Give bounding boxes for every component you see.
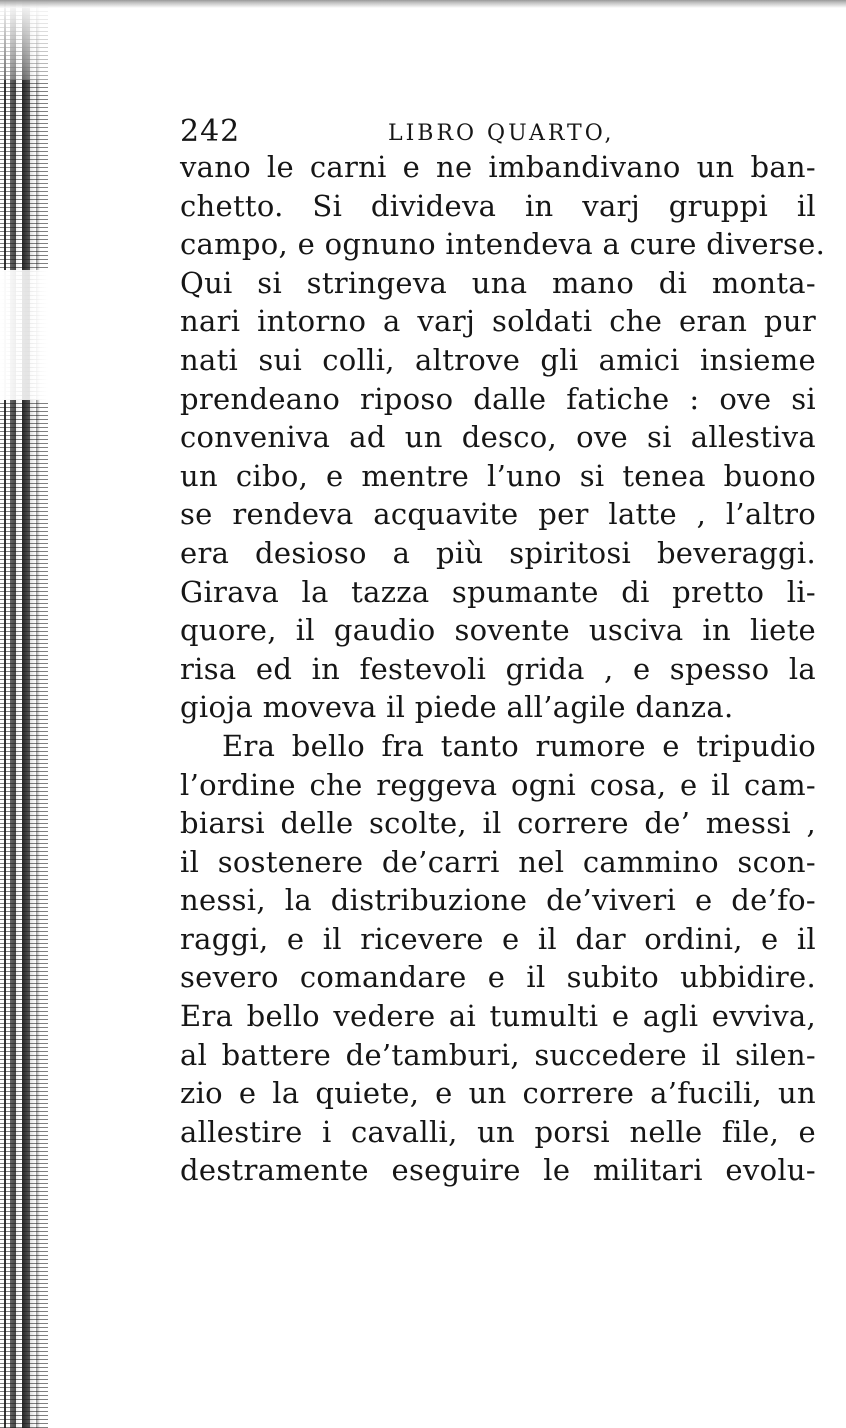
scanned-binding-edge: [0, 0, 48, 1428]
text-line: destramente eseguire le militari evolu-: [180, 1153, 816, 1188]
body-text: [180, 148, 826, 1190]
text-line: nari intorno a varj soldati che eran pur: [180, 304, 816, 339]
text-line: campo, e ognuno intendeva a cure diverse.: [180, 227, 826, 262]
text-line: allestire i cavalli, un porsi nelle file, e: [180, 1114, 816, 1149]
binding-edge-gap: [0, 270, 48, 400]
text-line: nessi, la distribuzione de’viveri e de’fo-: [180, 883, 816, 918]
text-line: Era bello fra tanto rumore e tripudio: [222, 728, 816, 763]
text-line: il sostenere de’carri nel cammino scon-: [180, 844, 816, 879]
page-header: [180, 112, 820, 152]
text-line: vano le carni e ne imbandivano un ban-: [180, 150, 816, 184]
text-line: conveniva ad un desco, ove si allestiva: [180, 420, 816, 455]
text-line: raggi, e il ricevere e il dar ordini, e il: [180, 921, 816, 956]
text-line: zio e la quiete, e un correre a’fucili, un: [180, 1076, 816, 1111]
text-line: quore, il gaudio sovente usciva in liete: [180, 613, 816, 648]
text-line: biarsi delle scolte, il correre de’ messi ,: [180, 806, 816, 841]
text-line: nati sui colli, altrove gli amici insieme: [180, 342, 816, 377]
text-line: Era bello vedere ai tumulti e agli evviva,: [180, 999, 816, 1034]
page-number: 242: [180, 114, 241, 149]
text-line: prendeano riposo dalle fatiche : ove si: [180, 381, 816, 416]
text-line: Qui si stringeva una mano di monta-: [180, 265, 816, 300]
paragraph: [180, 727, 816, 1190]
text-line: se rendeva acquavite per latte , l’altro: [180, 497, 816, 532]
text-line: severo comandare e il subito ubbidire.: [180, 960, 816, 995]
text-line: era desioso a più spiritosi beveraggi.: [180, 535, 816, 570]
scanned-top-edge: [0, 0, 846, 8]
text-line: gioja moveva il piede all’agile danza.: [180, 690, 734, 725]
text-line: Girava la tazza spumante di pretto li-: [180, 574, 816, 609]
running-head: LIBRO QUARTO,: [388, 121, 615, 146]
paragraph: [180, 148, 826, 727]
text-line: al battere de’tamburi, succedere il silen-: [180, 1037, 816, 1072]
text-line: un cibo, e mentre l’uno si tenea buono: [180, 458, 816, 493]
binding-edge-fade: [0, 0, 48, 80]
text-line: l’ordine che reggeva ogni cosa, e il cam-: [180, 767, 816, 802]
text-line: risa ed in festevoli grida , e spesso la: [180, 651, 816, 686]
text-line: chetto. Si divideva in varj gruppi il: [180, 188, 816, 223]
